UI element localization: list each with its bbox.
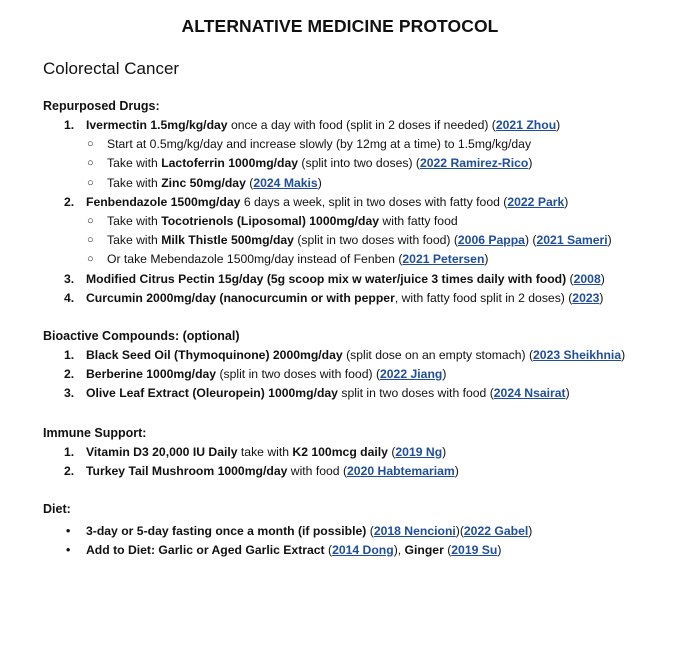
reference-link[interactable]: 2022 Ramirez-Rico [419, 156, 529, 171]
item-text: ) ( [524, 233, 537, 248]
item-text: Take with [107, 233, 162, 248]
item-drug: Fenbendazole 1500mg/day [86, 194, 241, 209]
item-drug: Modified Citrus Pectin 15g/day (5g scoop mix w water/juice 3 times daily with food) [86, 271, 567, 286]
item-text: , with fatty food split in 2 doses) ( [394, 290, 573, 305]
circle-bullet-icon: ○ [87, 157, 94, 170]
item-text: (split in two doses with food) ( [293, 233, 458, 248]
item-number: 2. [64, 463, 75, 478]
item-text: ) [497, 543, 502, 558]
document-subtitle: Colorectal Cancer [43, 59, 180, 78]
item-number: 1. [64, 444, 75, 459]
item-text: with fatty food [379, 214, 458, 229]
list-item [43, 365, 660, 384]
sub-list-item [43, 135, 660, 154]
list-item [43, 443, 660, 462]
item-text: ) [484, 252, 489, 267]
reference-link[interactable]: 2020 Habtemariam [347, 463, 455, 478]
item-drug: Olive Leaf Extract (Oleuropein) 1000mg/day [86, 386, 338, 401]
list-item [43, 522, 660, 541]
section-heading-bioactive: Bioactive Compounds: (optional) [43, 329, 240, 344]
sub-list-item [43, 250, 660, 269]
reference-link[interactable]: 2022 Gabel [463, 524, 529, 539]
item-text: ( [566, 271, 574, 286]
bullet-icon: • [66, 524, 71, 539]
diet-list [43, 522, 660, 560]
item-text: Or take Mebendazole 1500mg/day instead of Fenben ( [107, 252, 403, 267]
circle-bullet-icon: ○ [87, 234, 94, 247]
circle-bullet-icon: ○ [87, 176, 94, 189]
item-drug: Zinc 50mg/day [161, 175, 246, 190]
item-text: (split in two doses with food) ( [216, 367, 380, 382]
item-text: 6 days a week, split in two doses with fatty food ( [240, 194, 508, 209]
item-text: take with [237, 444, 293, 459]
section-heading-diet: Diet: [43, 502, 71, 517]
item-text: ) [317, 175, 322, 190]
reference-link[interactable]: 2019 Su [451, 543, 498, 558]
reference-link[interactable]: 2023 Sheikhnia [533, 348, 622, 363]
item-text: ) [564, 194, 569, 209]
section-heading-immune: Immune Support: [43, 425, 147, 440]
item-drug: Add to Diet: Garlic or Aged Garlic Extract [86, 543, 325, 558]
circle-bullet-icon: ○ [87, 215, 94, 228]
reference-link[interactable]: 2022 Park [507, 194, 565, 209]
reference-link[interactable]: 2021 Zhou [495, 118, 557, 132]
reference-link[interactable]: 2019 Ng [395, 444, 443, 459]
list-item [43, 193, 660, 212]
item-text: ) [528, 156, 533, 171]
item-text: Take with [107, 156, 162, 171]
item-text: ( [387, 444, 396, 459]
item-text: with food ( [287, 463, 348, 478]
item-drug: K2 100mcg daily [292, 444, 388, 459]
reference-link[interactable]: 2021 Sameri [536, 233, 608, 248]
item-text: ) [442, 367, 447, 382]
repurposed-list [43, 116, 660, 308]
item-text: ) [599, 290, 604, 305]
reference-link[interactable]: 2023 [572, 290, 600, 305]
document-title: ALTERNATIVE MEDICINE PROTOCOL [181, 16, 499, 36]
list-item [43, 289, 660, 308]
reference-link[interactable]: 2018 Nencioni [373, 524, 456, 539]
item-text: ( [366, 524, 374, 539]
item-text: ) [565, 386, 570, 401]
item-drug: Black Seed Oil (Thymoquinone) 2000mg/day [86, 348, 343, 363]
item-drug: Turkey Tail Mushroom 1000mg/day [86, 463, 288, 478]
item-number: 3. [64, 386, 75, 401]
list-item [43, 462, 660, 481]
item-text: ( [324, 543, 333, 558]
item-text: split in two doses with food ( [337, 386, 494, 401]
reference-link[interactable]: 2024 Makis [253, 175, 318, 190]
item-text: Start at 0.5mg/kg/day and increase slowly (by 12mg at a time) to 1.5mg/kg/day [107, 137, 532, 152]
list-item [43, 541, 660, 560]
list-item [43, 384, 660, 403]
sub-list-item [43, 154, 660, 173]
sub-list-item [43, 212, 660, 231]
item-number: 4. [64, 290, 75, 305]
item-text: ), [393, 543, 405, 558]
list-item [43, 270, 660, 289]
reference-link[interactable]: 2006 Pappa [457, 233, 525, 248]
item-number: 2. [64, 367, 75, 382]
section-heading-repurposed: Repurposed Drugs: [43, 99, 160, 113]
item-drug: Vitamin D3 20,000 IU Daily [86, 444, 238, 459]
bioactive-list [43, 346, 660, 404]
item-drug: 3-day or 5-day fasting once a month (if possible) [86, 524, 367, 539]
reference-link[interactable]: 2021 Petersen [402, 252, 485, 267]
item-text: Take with [107, 214, 162, 229]
item-text: ) [556, 118, 561, 132]
item-text: (split into two doses) ( [298, 156, 420, 171]
immune-list [43, 443, 660, 481]
item-number: 3. [64, 271, 75, 286]
circle-bullet-icon: ○ [87, 253, 94, 266]
item-text: ) [442, 444, 447, 459]
item-text: ) [607, 233, 612, 248]
item-text: ) [528, 524, 533, 539]
reference-link[interactable]: 2022 Jiang [380, 367, 443, 382]
reference-link[interactable]: 2014 Dong [332, 543, 394, 558]
item-drug: Lactoferrin 1000mg/day [161, 156, 299, 171]
item-drug: Tocotrienols (Liposomal) 1000mg/day [161, 214, 380, 229]
sub-list-item [43, 231, 660, 250]
item-drug: Ivermectin 1.5mg/kg/day [86, 118, 228, 132]
item-text: (split dose on an empty stomach) ( [342, 348, 534, 363]
reference-link[interactable]: 2024 Nsairat [493, 386, 566, 401]
item-drug: Berberine 1000mg/day [86, 367, 217, 382]
list-item [43, 116, 660, 135]
item-drug: Curcumin 2000mg/day (nanocurcumin or with pepper [86, 290, 395, 305]
bullet-icon: • [66, 543, 71, 558]
list-item [43, 346, 660, 365]
sub-list-item [43, 174, 660, 193]
item-number: 2. [64, 194, 75, 209]
item-text: ) [621, 348, 626, 363]
item-text: ) [600, 271, 605, 286]
item-text: )( [455, 524, 464, 539]
item-text: Take with [107, 175, 162, 190]
item-text: ) [454, 463, 459, 478]
item-number: 1. [64, 118, 75, 132]
item-number: 1. [64, 348, 75, 363]
reference-link[interactable]: 2008 [573, 271, 601, 286]
item-text: once a day with food (split in 2 doses if needed) ( [227, 118, 496, 132]
item-drug: Ginger [404, 543, 444, 558]
item-text: ( [245, 175, 254, 190]
circle-bullet-icon: ○ [87, 138, 94, 151]
item-text: ( [443, 543, 452, 558]
item-drug: Milk Thistle 500mg/day [161, 233, 294, 248]
